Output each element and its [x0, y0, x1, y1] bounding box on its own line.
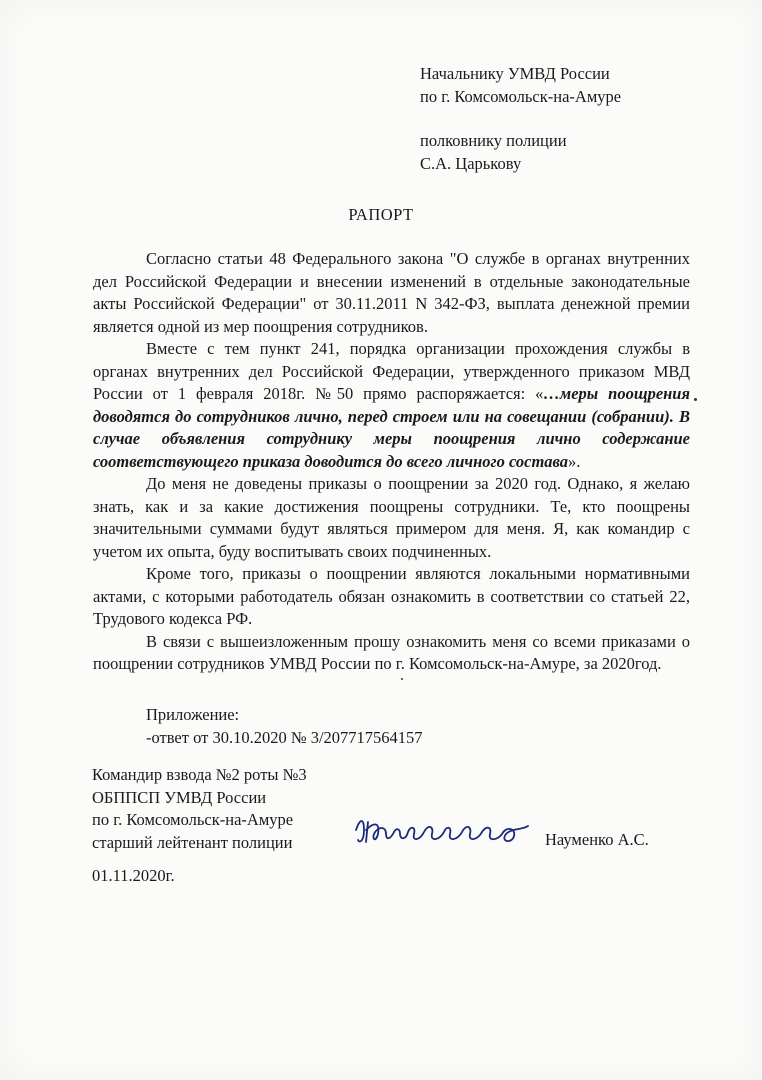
addressee-line-4: С.А. Царькову [420, 154, 522, 173]
addressee-line-2: по г. Комсомольск-на-Амуре [420, 87, 622, 106]
signatory-name: Науменко А.С. [545, 830, 649, 849]
signatory-line-1: Командир взвода №2 роты №3 [92, 765, 307, 784]
document-date: 01.11.2020г. [92, 866, 175, 885]
attachment-item: -ответ от 30.10.2020 № 3/207717564157 [146, 728, 423, 747]
paragraph-2-quote: …меры поощрения доводятся до сотрудников лично, перед строем или на совещании (собрании). В случае объявления сотруднику меры поощрения лично содержание соответствующего приказа доводится до всего личного состава [93, 384, 690, 471]
addressee-line-1: Начальнику УМВД России [420, 64, 610, 83]
signatory-line-2: ОБППСП УМВД России [92, 787, 267, 807]
paragraph-2 [93, 338, 690, 473]
signatory-line-4: старший лейтенант полиции [92, 832, 293, 852]
addressee-line-3: полковнику полиции [420, 131, 567, 150]
handwritten-signature [350, 800, 535, 860]
document-body [93, 248, 690, 676]
paragraph-2-intro: Вместе с тем пункт 241, порядка организации прохождения службы в органах внутренних дел Российской Федерации, утвержденного приказом МВД России от 1 февраля 2018г. №50 прямо распоряжается: « [93, 339, 690, 403]
scan-speck [694, 398, 697, 401]
paragraph-1: Согласно статьи 48 Федерального закона "О службе в органах внутренних дел Российской Федерации и внесении изменений в отдельные законодательные акты Российской Федерации" от 30.11.2011 N 342-ФЗ, выплата денежной премии является одной из мер поощрения сотрудников. [93, 249, 690, 336]
attachment-label: Приложение: [146, 705, 240, 724]
paragraph-5: В связи с вышеизложенным прошу ознакомить меня со всеми приказами о поощрении сотрудников УМВД России по г. Комсомольск-на-Амуре, за 2020год. [93, 631, 690, 673]
paragraph-4: Кроме того, приказы о поощрении являются локальными нормативными актами, с которыми работодатель обязан ознакомить в соответствии со статьей 22, Трудового кодекса РФ. [93, 564, 690, 628]
signatory-line-3: по г. Комсомольск-на-Амуре [92, 810, 294, 829]
attachment-block [146, 703, 423, 749]
paragraph-3: До меня не доведены приказы о поощрении за 2020 год. Однако, я желаю знать, как и за какие достижения поощрены сотрудники. Те, кто поощрены значительными суммами будут являться примером для меня. Я, как командир с учетом их опыта, буду воспитывать своих подчиненных. [93, 474, 690, 561]
document-title: РАПОРТ [348, 205, 414, 224]
scan-speck [401, 678, 403, 680]
signatory-block [92, 764, 307, 854]
addressee-block [420, 62, 621, 175]
paragraph-2-end: ». [568, 451, 581, 471]
